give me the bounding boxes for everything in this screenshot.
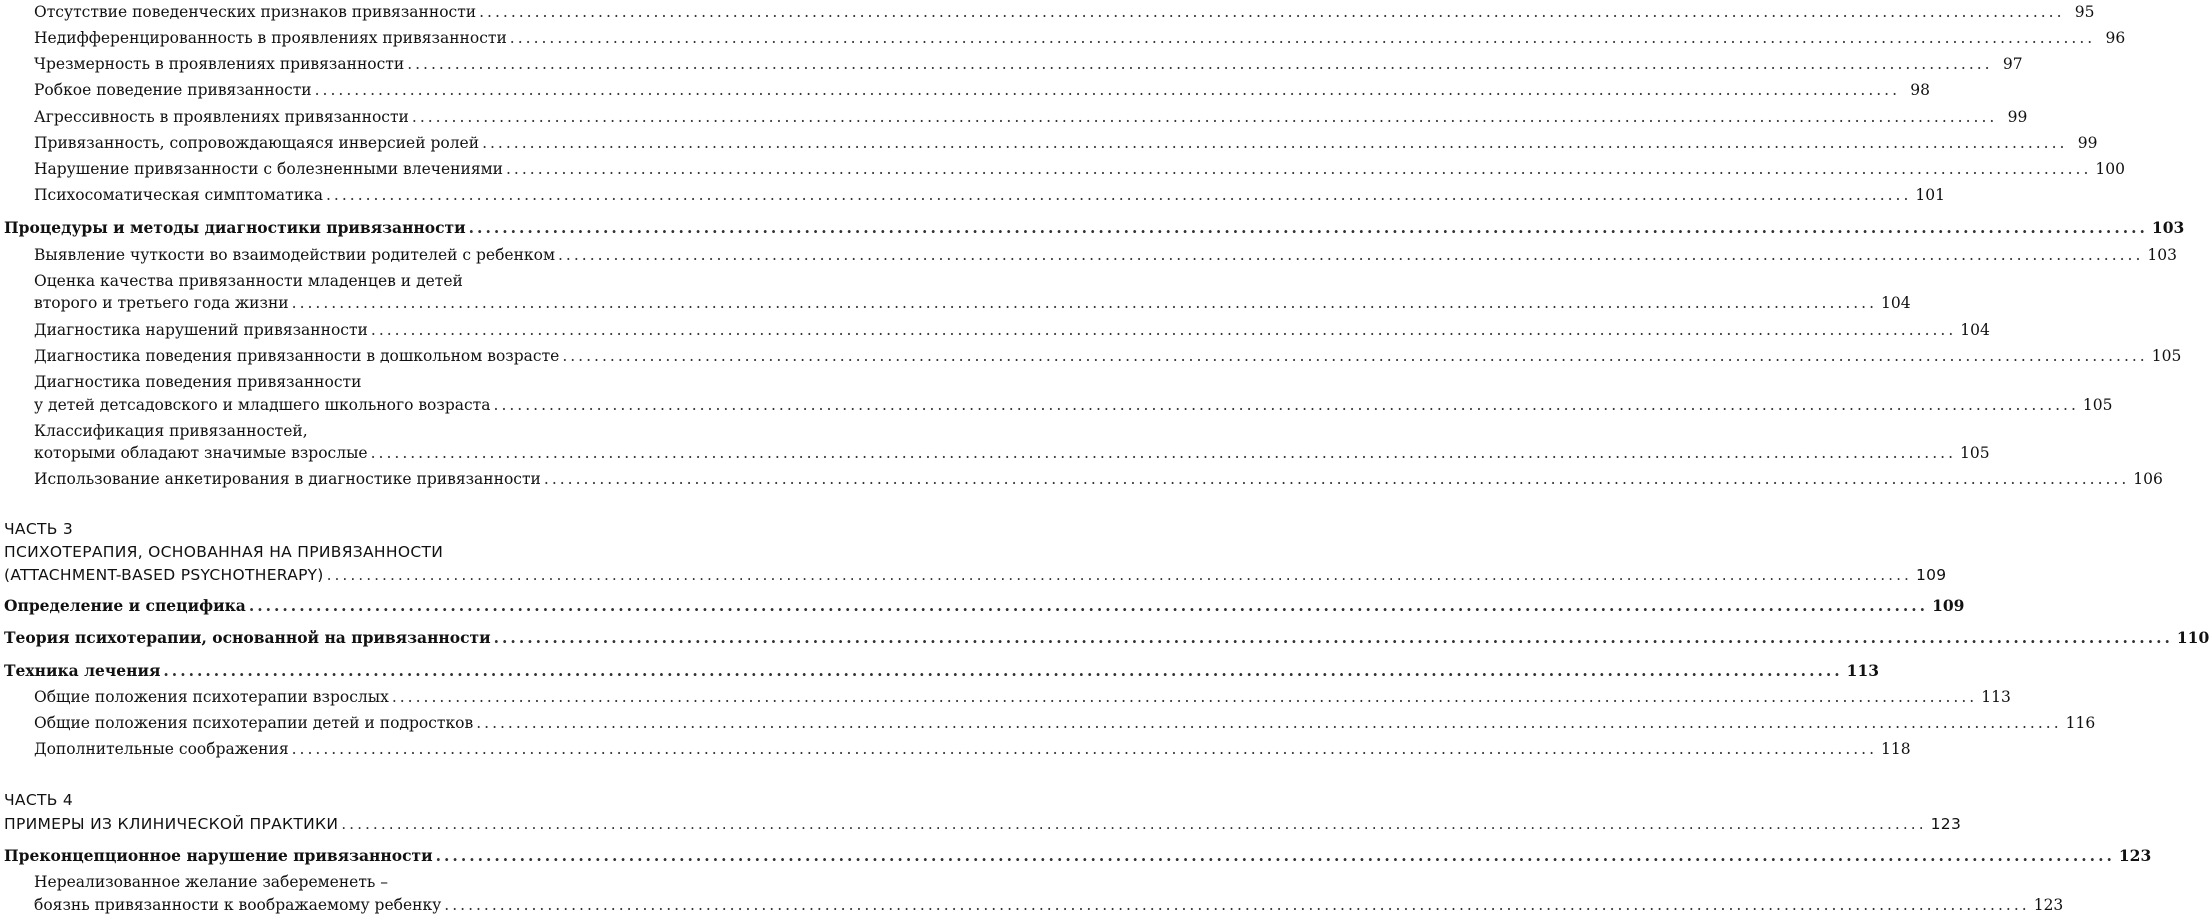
leader-dots: ........................................................................................................................................................................................................ — [326, 566, 1912, 584]
entry-title: Общие положения психотерапии взрослых — [34, 688, 389, 706]
page-number: 109 — [1932, 596, 1965, 615]
leader-dots: ........................................................................................................................................................................................................ — [562, 347, 2148, 365]
leader-dots: ........................................................................................................................................................................................................ — [411, 108, 1998, 126]
page-number: 123 — [1930, 815, 1962, 833]
leader-dots: ........................................................................................................................................................................................................ — [444, 896, 2030, 914]
page-number: 98 — [1910, 81, 1931, 99]
leader-dots: ........................................................................................................................................................................................................ — [435, 846, 2115, 865]
leader-dots: ........................................................................................................................................................................................................ — [506, 160, 2092, 178]
leader-dots: ........................................................................................................................................................................................................ — [326, 186, 1912, 204]
leader-dots: ........................................................................................................................................................................................................ — [493, 396, 2079, 414]
page-number: 99 — [2007, 108, 2028, 126]
page-number: 96 — [2105, 29, 2126, 47]
page-number: 105 — [2151, 347, 2182, 365]
entry-title: Диагностика поведения привязанности в дошкольном возрасте — [34, 347, 560, 365]
page-number: 103 — [2147, 246, 2177, 264]
page-number: 113 — [1981, 688, 2011, 706]
entry-title-line1: Нереализованное желание забеременеть – — [34, 873, 389, 891]
entry-title: Нарушение привязанности с болезненными влечениями — [34, 160, 503, 178]
page-number: 100 — [2095, 160, 2125, 178]
section-title: Теория психотерапии, основанной на привязанности — [4, 628, 491, 647]
entry-title: Робкое поведение привязанности — [34, 81, 312, 99]
entry-title: Использование анкетирования в диагностике привязанности — [34, 470, 541, 488]
page-number: 123 — [2033, 896, 2064, 914]
page-number: 105 — [2082, 396, 2113, 414]
part-label: ЧАСТЬ 3 — [4, 520, 74, 538]
leader-dots: ........................................................................................................................................................................................................ — [558, 246, 2144, 264]
part-title-line1: ПСИХОТЕРАПИЯ, ОСНОВАННАЯ НА ПРИВЯЗАННОСТИ — [4, 543, 444, 561]
leader-dots: ........................................................................................................................................................................................................ — [391, 688, 1978, 706]
page-number: 104 — [1881, 294, 1911, 312]
page-number: 116 — [2065, 714, 2096, 732]
leader-dots: ........................................................................................................................................................................................................ — [291, 740, 1878, 758]
leader-dots: ........................................................................................................................................................................................................ — [493, 628, 2173, 647]
leader-dots: ........................................................................................................................................................................................................ — [476, 714, 2062, 732]
section-title: Преконцепционное нарушение привязанности — [4, 846, 433, 865]
page-number: 95 — [2074, 3, 2095, 21]
section-title: Процедуры и методы диагностики привязанности — [4, 218, 466, 237]
page-number: 123 — [2118, 846, 2152, 865]
entry-title: второго и третьего года жизни — [34, 294, 289, 312]
entry-title-line1: Оценка качества привязанности младенцев и детей — [34, 272, 463, 290]
entry-title: Недифференцированность в проявлениях привязанности — [34, 29, 507, 47]
leader-dots: ........................................................................................................................................................................................................ — [482, 134, 2068, 152]
page-number: 109 — [1915, 566, 1947, 584]
page-number: 110 — [2176, 628, 2209, 647]
leader-dots: ........................................................................................................................................................................................................ — [291, 294, 1878, 312]
page-number: 118 — [1881, 740, 1911, 758]
entry-title: которыми обладают значимые взрослые — [34, 444, 368, 462]
page-number: 104 — [1960, 321, 1990, 339]
part-label: ЧАСТЬ 4 — [4, 791, 74, 809]
section-title: Определение и специфика — [4, 596, 246, 615]
leader-dots: ........................................................................................................................................................................................................ — [314, 81, 1901, 99]
page-number: 105 — [1960, 444, 1990, 462]
leader-dots: ........................................................................................................................................................................................................ — [407, 55, 1993, 73]
leader-dots: ........................................................................................................................................................................................................ — [341, 815, 1927, 833]
entry-title-line1: Диагностика поведения привязанности — [34, 373, 362, 391]
entry-title: Привязанность, сопровождающаяся инверсией ролей — [34, 134, 480, 152]
leader-dots: ........................................................................................................................................................................................................ — [370, 444, 1957, 462]
leader-dots: ........................................................................................................................................................................................................ — [479, 3, 2065, 21]
page-number: 99 — [2077, 134, 2098, 152]
entry-title: у детей детсадовского и младшего школьного возраста — [34, 396, 491, 414]
page-number: 113 — [1846, 661, 1880, 680]
page-number: 106 — [2133, 470, 2163, 488]
entry-title: Психосоматическая симптоматика — [34, 186, 323, 204]
entry-title: Дополнительные соображения — [34, 740, 289, 758]
page-number: 103 — [2151, 218, 2185, 237]
entry-title: боязнь привязанности к воображаемому ребенку — [34, 896, 442, 914]
page-number: 97 — [2002, 55, 2023, 73]
part-title: (ATTACHMENT-BASED PSYCHOTHERAPY) — [4, 566, 324, 584]
entry-title-line1: Классификация привязанностей, — [34, 422, 308, 440]
leader-dots: ........................................................................................................................................................................................................ — [370, 321, 1957, 339]
entry-title: Агрессивность в проявлениях привязанности — [34, 108, 409, 126]
entry-title: Отсутствие поведенческих признаков привязанности — [34, 3, 477, 21]
entry-title: Выявление чуткости во взаимодействии родителей с ребенком — [34, 246, 555, 264]
leader-dots: ........................................................................................................................................................................................................ — [509, 29, 2096, 47]
leader-dots: ........................................................................................................................................................................................................ — [248, 596, 1929, 615]
leader-dots: ........................................................................................................................................................................................................ — [543, 470, 2130, 488]
entry-title: Диагностика нарушений привязанности — [34, 321, 368, 339]
page-number: 101 — [1915, 186, 1945, 204]
leader-dots: ........................................................................................................................................................................................................ — [468, 218, 2148, 237]
entry-title: Чрезмерность в проявлениях привязанности — [34, 55, 405, 73]
leader-dots: ........................................................................................................................................................................................................ — [163, 661, 1843, 680]
section-title: Техника лечения — [4, 661, 161, 680]
entry-title: Общие положения психотерапии детей и подростков — [34, 714, 474, 732]
part-title: ПРИМЕРЫ ИЗ КЛИНИЧЕСКОЙ ПРАКТИКИ — [4, 815, 339, 833]
